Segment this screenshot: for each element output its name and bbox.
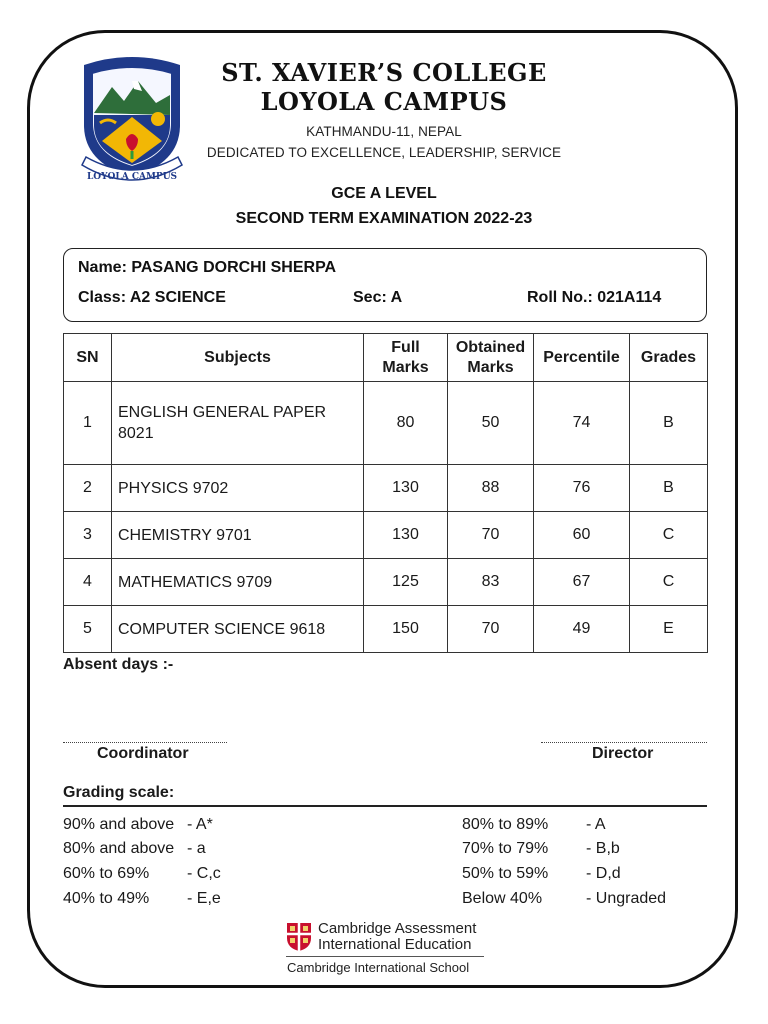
director-signature-line <box>541 742 707 743</box>
grade-range: 80% and above <box>63 840 175 857</box>
cell-full-marks: 80 <box>364 382 448 465</box>
cell-sn: 1 <box>64 382 112 465</box>
table-row <box>64 382 708 465</box>
cambridge-school-label: Cambridge International School <box>287 960 470 975</box>
grading-scale-title: Grading scale: <box>63 784 175 801</box>
header-subjects: Subjects <box>112 334 364 382</box>
cell-subject: MATHEMATICS 9709 <box>112 559 364 606</box>
cell-subject: CHEMISTRY 9701 <box>112 512 364 559</box>
student-info-box <box>63 248 707 322</box>
cell-full-marks: 125 <box>364 559 448 606</box>
header-percentile: Percentile <box>534 334 630 382</box>
cell-grade: C <box>630 512 708 559</box>
grade-value: - E,e <box>187 890 221 907</box>
cambridge-divider <box>286 956 484 957</box>
cell-sn: 4 <box>64 559 112 606</box>
table-header-row <box>64 334 708 382</box>
table-row <box>64 606 708 653</box>
exam-level: GCE A LEVEL <box>331 185 437 202</box>
cell-subject: COMPUTER SCIENCE 9618 <box>112 606 364 653</box>
cell-sn: 2 <box>64 465 112 512</box>
marks-table <box>63 333 708 653</box>
college-name: ST. XAVIER’S COLLEGE <box>221 58 547 87</box>
student-class: Class: A2 SCIENCE <box>78 289 226 306</box>
grade-range: 60% to 69% <box>63 865 150 882</box>
college-motto: DEDICATED TO EXCELLENCE, LEADERSHIP, SERVICE <box>206 145 562 160</box>
header-sn: SN <box>64 334 112 382</box>
table-row <box>64 559 708 606</box>
cell-full-marks: 150 <box>364 606 448 653</box>
cambridge-name-line2: International Education <box>318 936 472 953</box>
header-obtained-marks: Obtained Marks <box>448 334 534 382</box>
cambridge-logo <box>286 920 486 978</box>
absent-days-label: Absent days :- <box>63 656 174 673</box>
cell-grade: B <box>630 465 708 512</box>
cell-grade: C <box>630 559 708 606</box>
grade-range: Below 40% <box>462 890 543 907</box>
table-row <box>64 465 708 512</box>
cell-full-marks: 130 <box>364 512 448 559</box>
cambridge-shield-icon <box>286 922 312 952</box>
student-name: Name: PASANG DORCHI SHERPA <box>78 259 337 276</box>
cell-percentile: 49 <box>534 606 630 653</box>
cell-grade: E <box>630 606 708 653</box>
cell-sn: 3 <box>64 512 112 559</box>
grade-value: - B,b <box>586 840 620 857</box>
coordinator-label: Coordinator <box>97 745 189 762</box>
grade-range: 90% and above <box>63 816 175 833</box>
student-section: Sec: A <box>353 289 403 306</box>
coordinator-signature-line <box>63 742 227 743</box>
grade-range: 70% to 79% <box>462 840 549 857</box>
grade-range: 80% to 89% <box>462 816 549 833</box>
header-grades: Grades <box>630 334 708 382</box>
grade-value: - A* <box>187 816 213 833</box>
exam-title: SECOND TERM EXAMINATION 2022-23 <box>235 210 533 227</box>
cell-obtained-marks: 83 <box>448 559 534 606</box>
grade-range: 50% to 59% <box>462 865 549 882</box>
cell-grade: B <box>630 382 708 465</box>
cell-percentile: 74 <box>534 382 630 465</box>
header-full-marks: Full Marks <box>364 334 448 382</box>
svg-text:LOYOLA CAMPUS: LOYOLA CAMPUS <box>86 172 178 182</box>
grade-value: - Ungraded <box>586 890 667 907</box>
college-address: KATHMANDU-11, NEPAL <box>306 124 462 139</box>
student-roll-number: Roll No.: 021A114 <box>527 289 662 306</box>
cell-percentile: 67 <box>534 559 630 606</box>
cell-obtained-marks: 88 <box>448 465 534 512</box>
grade-value: - A <box>586 816 606 833</box>
cell-percentile: 60 <box>534 512 630 559</box>
grade-value: - a <box>187 840 206 857</box>
cell-subject: ENGLISH GENERAL PAPER 8021 <box>112 382 364 465</box>
college-crest-logo <box>76 55 188 190</box>
cell-obtained-marks: 70 <box>448 606 534 653</box>
grade-range: 40% to 49% <box>63 890 150 907</box>
cell-percentile: 76 <box>534 465 630 512</box>
cell-sn: 5 <box>64 606 112 653</box>
cell-obtained-marks: 70 <box>448 512 534 559</box>
cell-obtained-marks: 50 <box>448 382 534 465</box>
table-row <box>64 512 708 559</box>
cambridge-name-line1: Cambridge Assessment <box>318 920 477 937</box>
cell-full-marks: 130 <box>364 465 448 512</box>
cell-subject: PHYSICS 9702 <box>112 465 364 512</box>
grade-value: - C,c <box>187 865 221 882</box>
campus-name: LOYOLA CAMPUS <box>260 87 508 116</box>
grade-value: - D,d <box>586 865 621 882</box>
grading-divider <box>63 805 707 807</box>
director-label: Director <box>592 745 654 762</box>
